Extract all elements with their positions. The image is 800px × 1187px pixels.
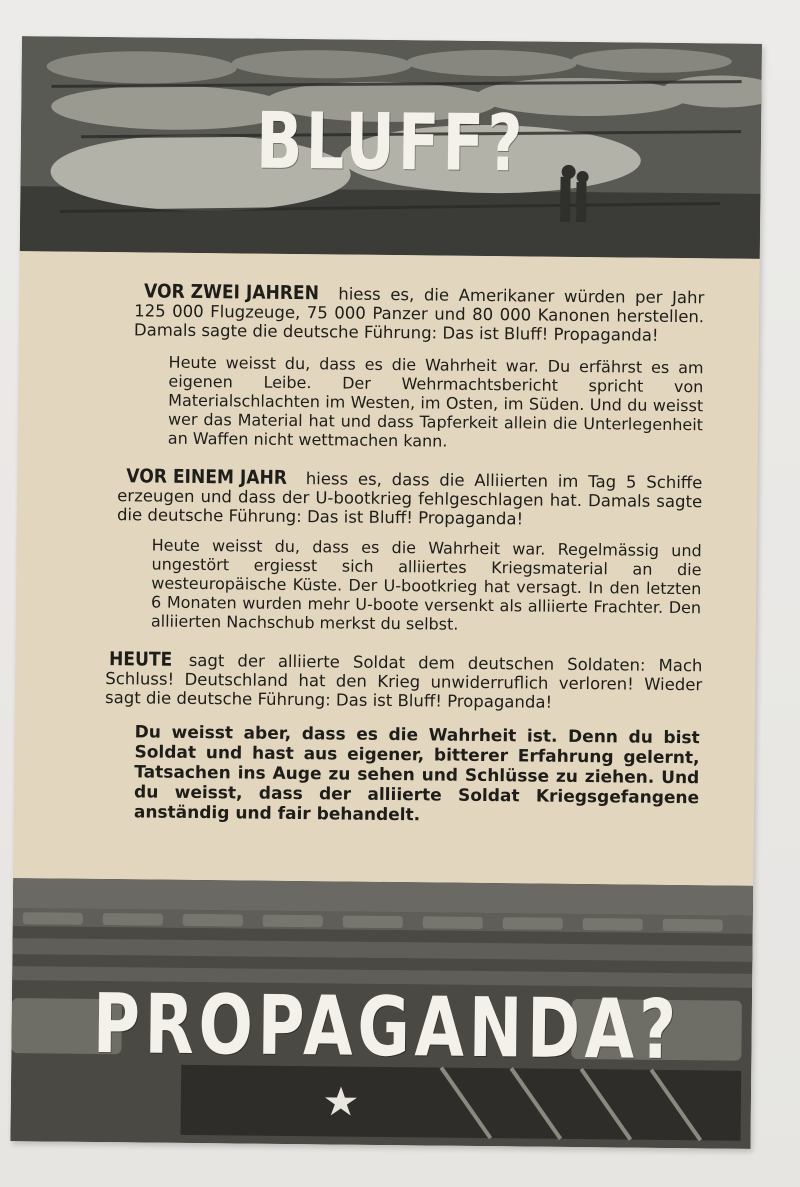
propaganda-leaflet xyxy=(10,36,762,1149)
section-1-body: Heute weisst du, dass es die Wahrheit war. Du erfährst es am eigenen Leibe. Der Wehrmachtsbericht spricht von Materialschlachten im Westen, im Osten, im Süden. Und du weisst wer das Material hat und dass Tapferkeit allein die Unterlegenheit an Waffen nicht wettmachen kann. xyxy=(167,352,704,451)
section-2-lead-text: hiess es, dass die Alliierten im Tag 5 Schiffe erzeugen und dass der U-bootkrieg fehlgeschlagen hat. Damals sagte die deutsche Führung: Das ist Bluff! Propaganda! xyxy=(116,469,703,529)
section-3-body: Du weisst aber, dass es die Wahrheit ist. Denn du bist Soldat und hast aus eigener, bitterer Erfahrung gelernt, Tatsachen ins Auge zu sehen und Schlüsse zu ziehen. Und du weisst, dass der alliierte Soldat Kriegsgefangene anständig und fair behandelt. xyxy=(133,722,700,826)
leaflet-text xyxy=(13,251,760,886)
aircraft-photo xyxy=(20,36,762,259)
section-1-keyword: VOR ZWEI JAHREN xyxy=(143,280,320,305)
section-2-body: Heute weisst du, dass es die Wahrheit war. Regelmässig und ungestört ergiesst sich alliiertes Kriegsmaterial an die westeuropäische Küste. Der U-bootkrieg hat versagt. In den letzten 6 Monaten wurden mehr U-boote versenkt als alliierte Frachter. Den alliierten Nachschub merkst du selbst. xyxy=(150,535,702,634)
section-2-keyword: VOR EINEM JAHR xyxy=(126,465,288,489)
section-1-lead xyxy=(134,282,705,345)
section-2-lead xyxy=(117,467,703,530)
section-3-lead-text: sagt der alliierte Soldat dem deutschen Soldaten: Mach Schluss! Deutschland hat den Krieg unwiderruflich verloren! Wieder sagt die deutsche Führung: Das ist Bluff! Propaganda! xyxy=(104,650,703,712)
section-3-keyword: HEUTE xyxy=(108,648,173,671)
section-1-lead-text: hiess es, die Amerikaner würden per Jahr 125 000 Flugzeuge, 75 000 Panzer und 80 000 Kanonen herstellen. Damals sagte die deutsche Führung: Das ist Bluff! Propaganda! xyxy=(133,284,705,345)
bottom-headline: PROPAGANDA? xyxy=(92,976,682,1079)
section-3-lead xyxy=(105,650,703,713)
top-headline: BLUFF? xyxy=(255,96,527,190)
tanks-photo xyxy=(10,878,753,1149)
